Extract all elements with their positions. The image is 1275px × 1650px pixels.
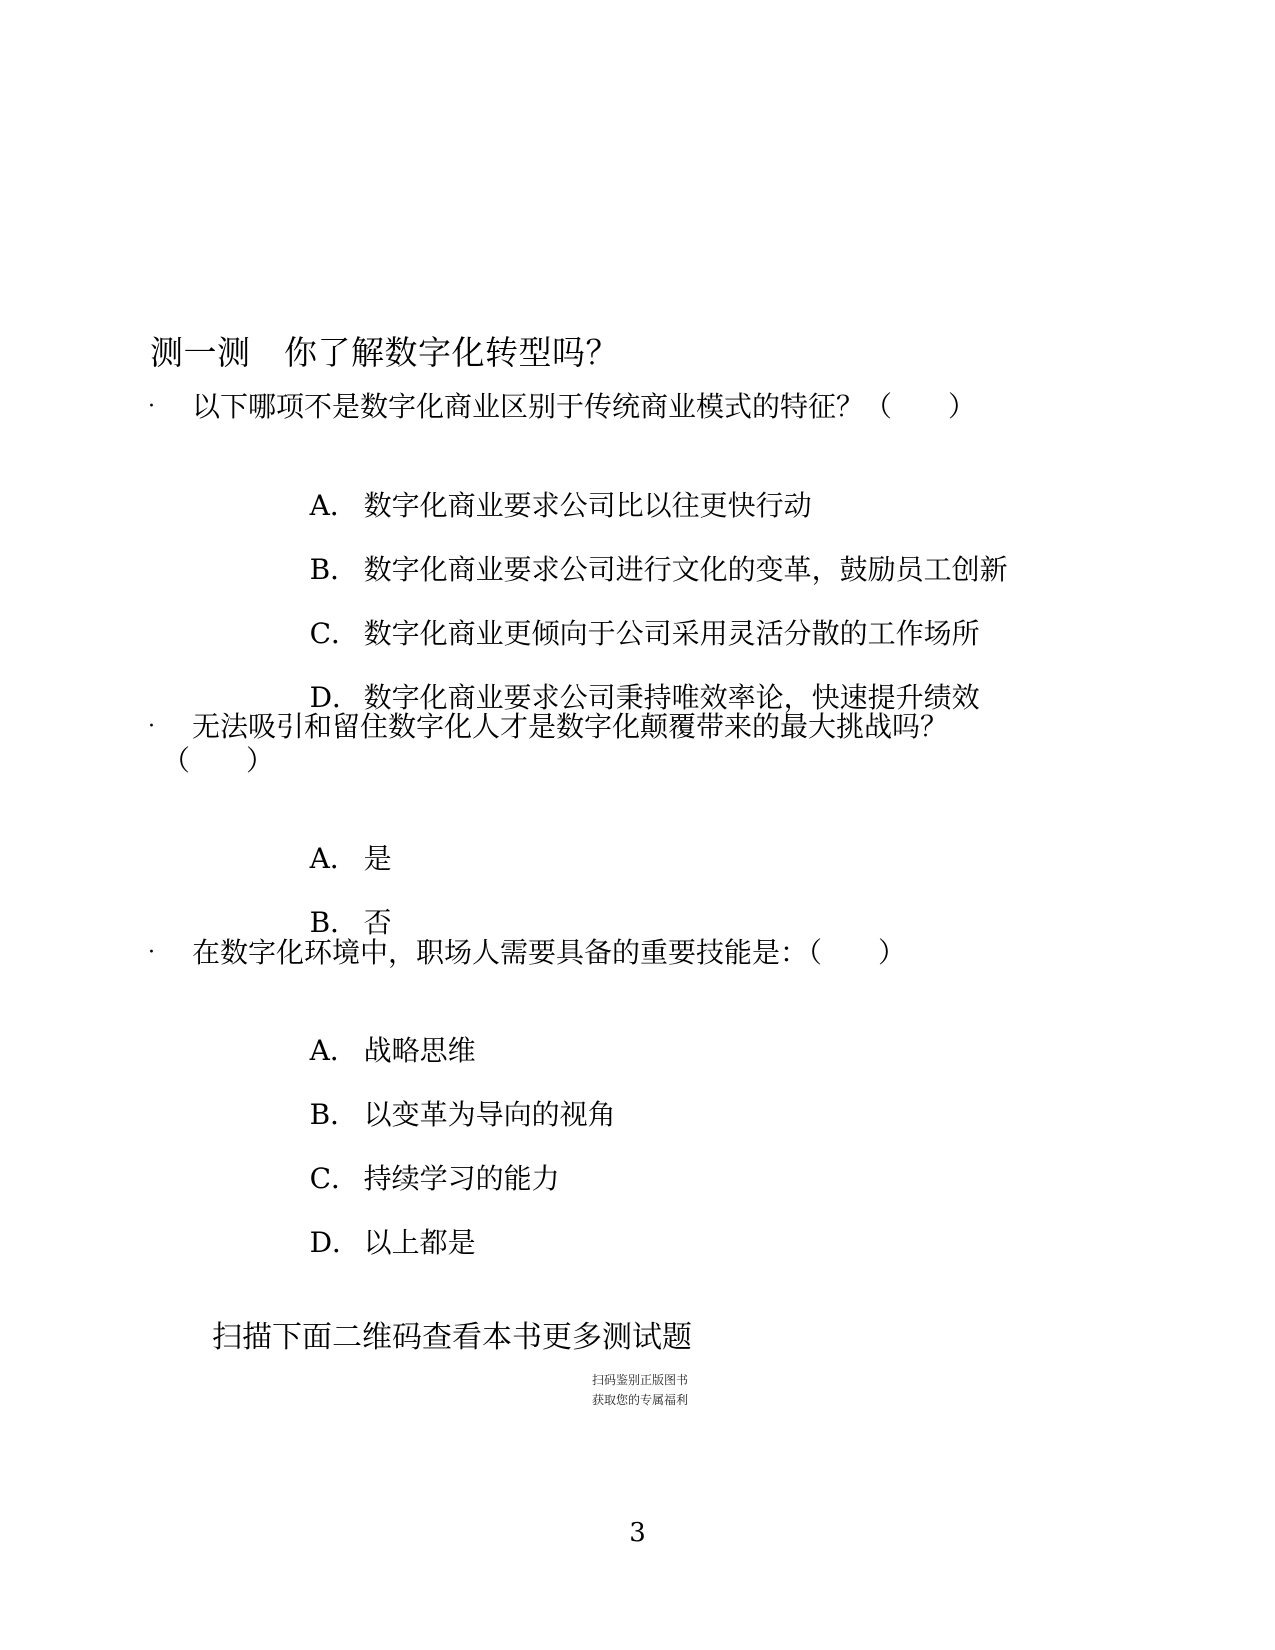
question-text: 在数字化环境中，职场人需要具备的重要技能是：（ ） <box>192 936 907 969</box>
quiz-title: 测一测 你了解数字化转型吗？ <box>150 333 619 372</box>
question-2 <box>148 710 1088 778</box>
scan-prompt: 扫描下面二维码查看本书更多测试题 <box>212 1320 692 1355</box>
option-text: 数字化商业要求公司秉持唯效率论，快速提升绩效 <box>363 681 980 714</box>
option-letter: A． <box>309 489 358 522</box>
option-letter: D． <box>309 681 361 714</box>
question-1 <box>148 390 1088 424</box>
question-3-option-d[interactable] <box>274 1192 476 1294</box>
option-letter: B． <box>309 906 359 939</box>
option-text: 数字化商业要求公司进行文化的变革，鼓励员工创新 <box>363 553 1008 586</box>
option-text: 以上都是 <box>363 1226 476 1259</box>
option-text: 数字化商业更倾向于公司采用灵活分散的工作场所 <box>363 617 980 650</box>
option-text: 以变革为导向的视角 <box>363 1098 616 1131</box>
option-text: 是 <box>363 842 392 875</box>
option-letter: B． <box>309 553 359 586</box>
option-text: 数字化商业要求公司比以往更快行动 <box>363 489 812 522</box>
option-text: 持续学习的能力 <box>363 1162 560 1195</box>
option-letter: A． <box>309 842 358 875</box>
bullet-icon: · <box>148 714 155 739</box>
question-answer-blank: （ ） <box>162 744 275 777</box>
option-text: 否 <box>363 906 392 939</box>
bullet-icon: · <box>148 394 155 419</box>
option-letter: D． <box>309 1226 361 1259</box>
option-letter: C． <box>309 1162 360 1195</box>
option-text: 战略思维 <box>363 1034 476 1067</box>
bullet-icon: · <box>148 940 155 965</box>
option-letter: A． <box>309 1034 358 1067</box>
question-text: 以下哪项不是数字化商业区别于传统商业模式的特征？（ ） <box>192 390 977 423</box>
qr-note-line-2: 获取您的专属福利 <box>591 1393 688 1407</box>
qr-note-line-1: 扫码鉴别正版图书 <box>591 1373 688 1387</box>
question-3 <box>148 936 1088 970</box>
question-text: 无法吸引和留住数字化人才是数字化颠覆带来的最大挑战吗？ <box>192 710 949 743</box>
page-number: 3 <box>629 1518 646 1548</box>
option-letter: B． <box>309 1098 359 1131</box>
option-letter: C． <box>309 617 360 650</box>
